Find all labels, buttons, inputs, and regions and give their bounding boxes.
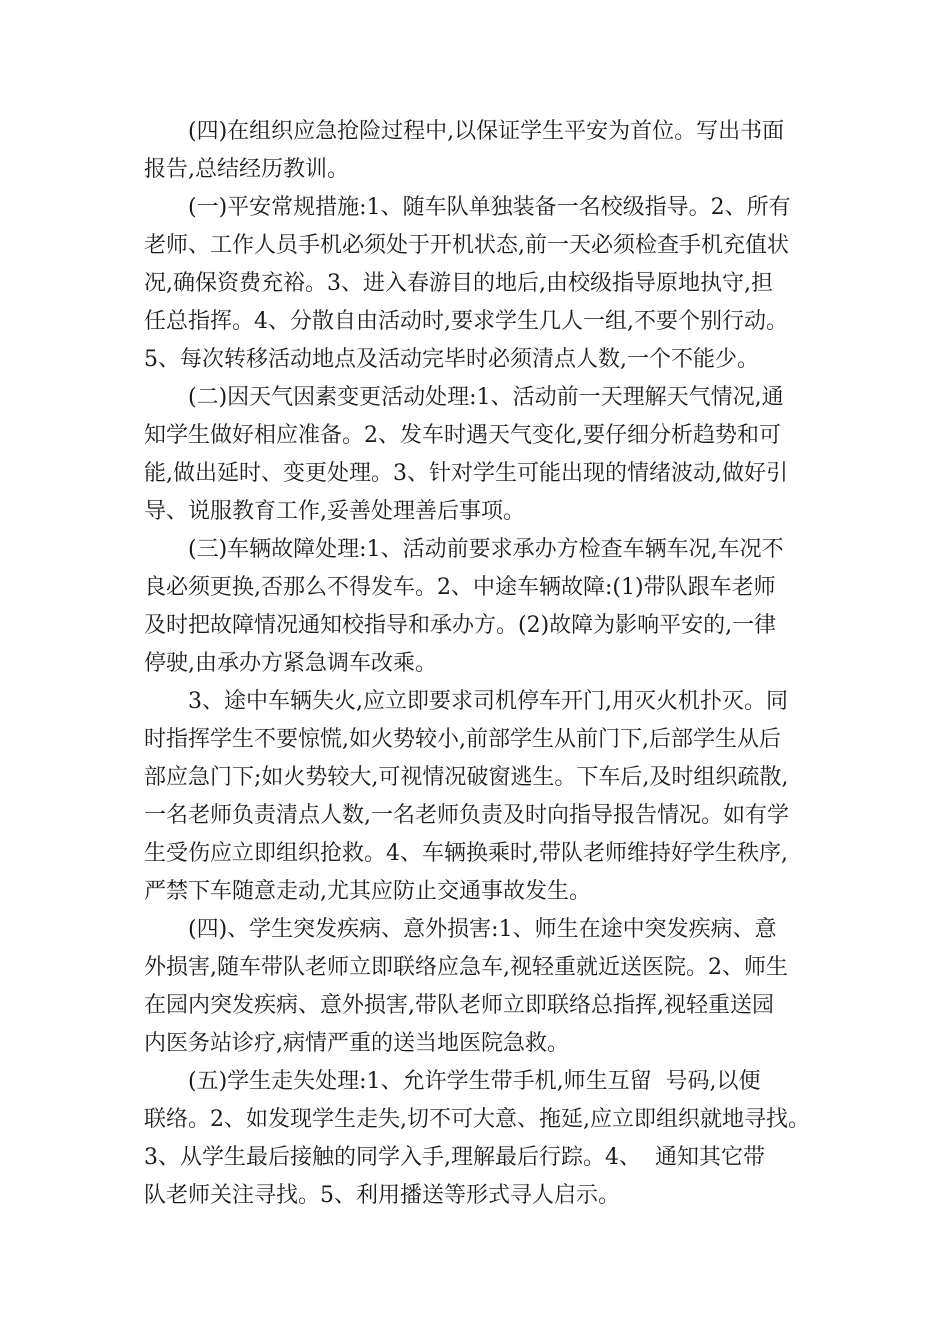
text-line-18: 部应急门下;如火势较大,可视情况破窗逃生。下车后,及时组织疏散, [144, 765, 789, 790]
text-line-9: 知学生做好相应准备。2、发车时遇天气变化,要仔细分析趋势和可 [144, 423, 781, 448]
text-line-19: 一名老师负责清点人数,一名老师负责及时向指导报告情况。如有学 [144, 803, 789, 828]
text-line-12: (三)车辆故障处理:1、活动前要求承办方检查车辆车况,车况不 [188, 537, 784, 562]
text-line-8: (二)因天气因素变更活动处理:1、活动前一天理解天气情况,通 [188, 385, 784, 410]
text-line-6: 任总指挥。4、分散自由活动时,要求学生几人一组,不要个别行动。 [144, 309, 788, 334]
text-line-4: 老师、工作人员手机必须处于开机状态,前一天必须检查手机充值状 [144, 233, 789, 258]
text-line-17: 时指挥学生不要惊慌,如火势较小,前部学生从前门下,后部学生从后 [144, 727, 781, 752]
text-line-14: 及时把故障情况通知校指导和承办方。(2)故障为影响平安的,一律 [144, 613, 777, 638]
text-line-23: 外损害,随车带队老师立即联络应急车,视轻重就近送医院。2、师生 [144, 955, 788, 980]
text-line-29: 队老师关注寻找。5、利用播送等形式寻人启示。 [144, 1183, 620, 1208]
text-line-22: (四)、学生突发疾病、意外损害:1、师生在途中突发疾病、意 [188, 917, 777, 942]
text-line-28: 3、从学生最后接触的同学入手,理解最后行踪。4、 通知其它带 [144, 1145, 765, 1170]
text-line-5: 况,确保资费充裕。3、进入春游目的地后,由校级指导原地执守,担 [144, 271, 773, 296]
text-line-2: 报告,总结经历教训。 [144, 157, 349, 182]
text-line-13: 良必须更换,否那么不得发车。2、中途车辆故障:(1)带队跟车老师 [144, 575, 776, 600]
text-line-3: (一)平安常规措施:1、随车队单独装备一名校级指导。2、所有 [188, 195, 791, 220]
text-line-11: 导、说服教育工作,妥善处理善后事项。 [144, 499, 525, 524]
text-line-1: (四)在组织应急抢险过程中,以保证学生平安为首位。写出书面 [188, 119, 785, 144]
text-line-24: 在园内突发疾病、意外损害,带队老师立即联络总指挥,视轻重送园 [144, 993, 774, 1018]
text-line-20: 生受伤应立即组织抢救。4、车辆换乘时,带队老师维持好学生秩序, [144, 841, 788, 866]
text-line-26: (五)学生走失处理:1、允许学生带手机,师生互留 号码,以便 [188, 1069, 761, 1094]
text-line-10: 能,做出延时、变更处理。3、针对学生可能出现的情绪波动,做好引 [144, 461, 788, 486]
text-line-25: 内医务站诊疗,病情严重的送当地医院急救。 [144, 1031, 569, 1056]
text-line-27: 联络。2、如发现学生走失,切不可大意、拖延,应立即组织就地寻找。 [144, 1107, 810, 1132]
text-line-16: 3、途中车辆失火,应立即要求司机停车开门,用灭火机扑灭。同 [188, 689, 788, 714]
text-line-21: 严禁下车随意走动,尤其应防止交通事故发生。 [144, 879, 591, 904]
text-line-15: 停驶,由承办方紧急调车改乘。 [144, 651, 437, 676]
text-line-7: 5、每次转移活动地点及活动完毕时必须清点人数,一个不能少。 [144, 347, 759, 372]
